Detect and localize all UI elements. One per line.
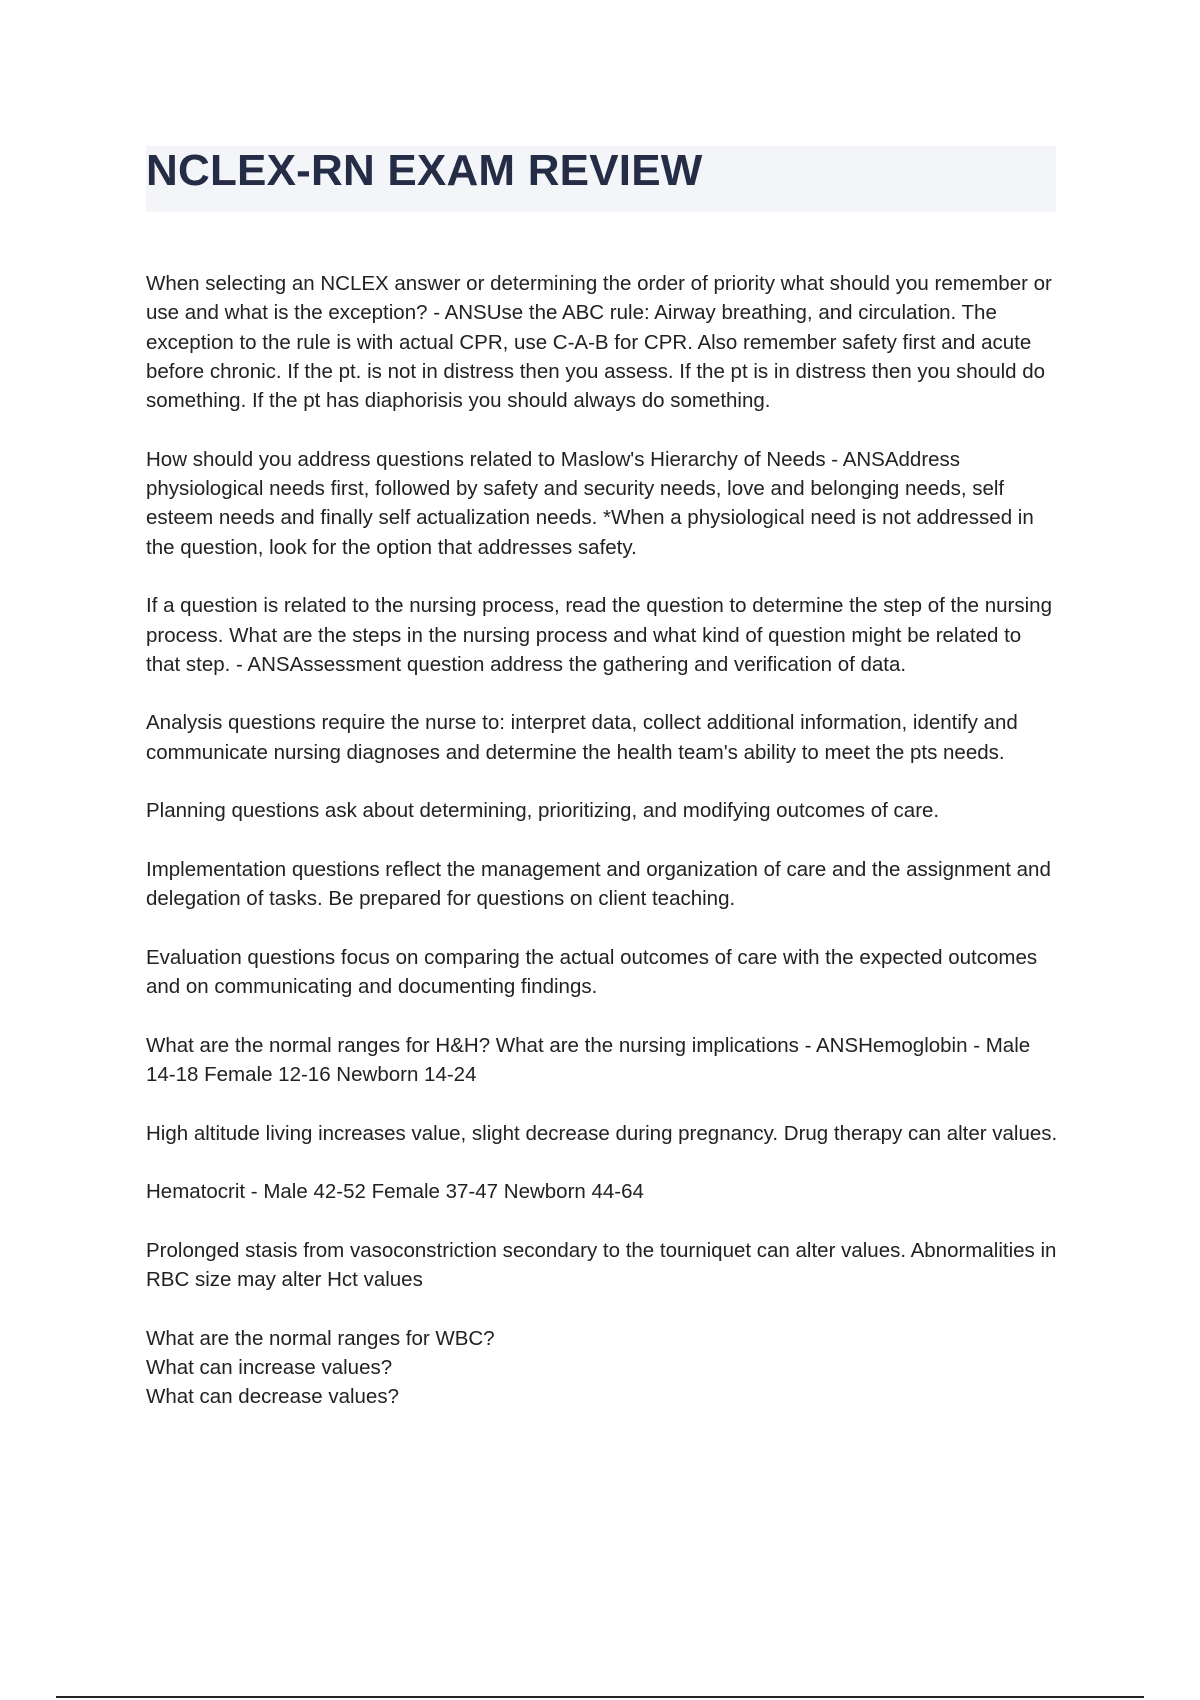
- paragraph-implementation: Implementation questions reflect the management and organization of care and the assignment and delegation of tasks. Be prepared for questions on client teaching.: [146, 857, 1051, 911]
- paragraph-evaluation: Evaluation questions focus on comparing the actual outcomes of care with the expected outcomes and on communicating and documenting findings.: [146, 945, 1038, 999]
- question-wbc-ranges: What are the normal ranges for WBC?: [146, 1326, 495, 1350]
- paragraph-hemoglobin-factors: High altitude living increases value, slight decrease during pregnancy. Drug therapy can alter values.: [146, 1121, 1058, 1145]
- question-wbc-increase: What can increase values?: [146, 1355, 393, 1379]
- paragraph-hematocrit: Hematocrit - Male 42-52 Female 37-47 Newborn 44-64: [146, 1180, 644, 1204]
- paragraph-planning: Planning questions ask about determining, prioritizing, and modifying outcomes of care.: [146, 799, 940, 823]
- document-body: [146, 269, 1061, 1412]
- question-wbc-decrease: What can decrease values?: [146, 1385, 399, 1409]
- paragraph-hematocrit-factors: Prolonged stasis from vasoconstriction secondary to the tourniquet can alter values. Abnormalities in RBC size may alter Hct values: [146, 1238, 1057, 1292]
- paragraph-nursing-process: If a question is related to the nursing process, read the question to determine the step of the nursing process. What are the steps in the nursing process and what kind of question might be related to that step. - ANSAssessment question address the gathering and verification of data.: [146, 594, 1052, 676]
- paragraph-abc-priority: When selecting an NCLEX answer or determining the order of priority what should you remember or use and what is the exception? - ANSUse the ABC rule: Airway breathing, and circulation. The exception to the rule is with actual CPR, use C-A-B for CPR. Also remember safety first and acute before chronic. If the pt. is not in distress then you assess. If the pt is in distress then you should do something. If the pt has diaphorisis you should always do something.: [146, 272, 1052, 413]
- paragraph-maslow: How should you address questions related to Maslow's Hierarchy of Needs - ANSAddress physiological needs first, followed by safety and security needs, love and belonging needs, self esteem needs and finally self actualization needs. *When a physiological need is not addressed in the question, look for the option that addresses safety.: [146, 447, 1034, 559]
- paragraph-hemoglobin: What are the normal ranges for H&H? What are the nursing implications - ANSHemoglobin - Male 14-18 Female 12-16 Newborn 14-24: [146, 1033, 1031, 1087]
- page-title: NCLEX-RN EXAM REVIEW: [146, 146, 703, 195]
- paragraph-analysis: Analysis questions require the nurse to: interpret data, collect additional information, identify and communicate nursing diagnoses and determine the health team's ability to meet the pts needs.: [146, 711, 1018, 764]
- footer-divider: [56, 1696, 1144, 1698]
